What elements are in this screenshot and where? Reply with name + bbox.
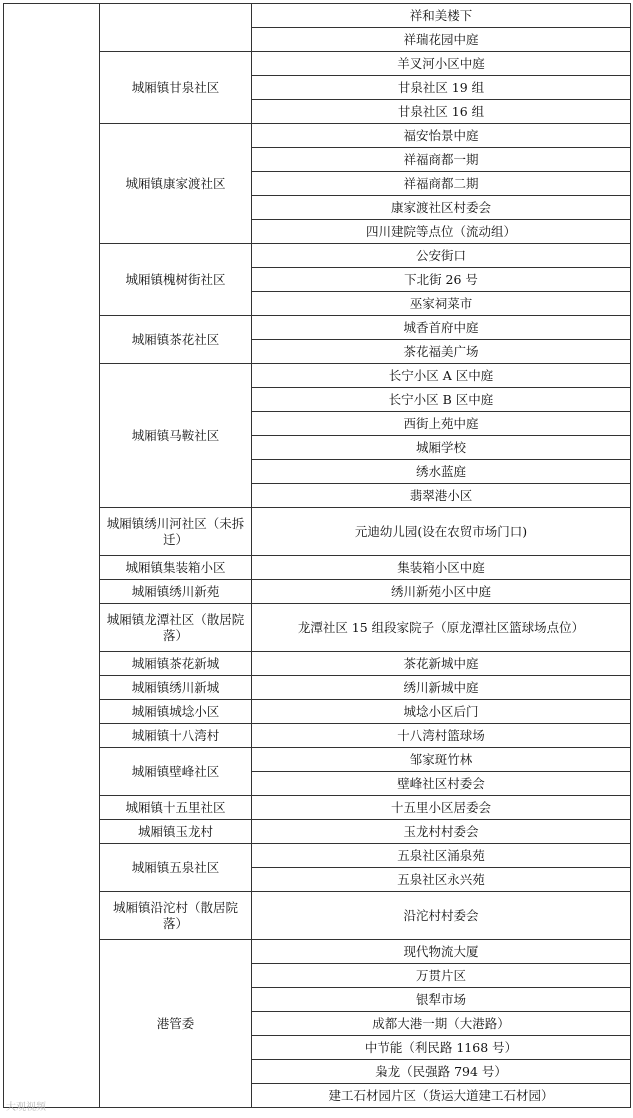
- location-cell: 福安怡景中庭: [252, 124, 631, 148]
- location-cell: 长宁小区 B 区中庭: [252, 388, 631, 412]
- community-cell: 港管委: [100, 940, 252, 1108]
- community-cell: 城厢镇甘泉社区: [100, 52, 252, 124]
- testing-sites-table-container: [3, 3, 631, 1108]
- location-cell: 四川建院等点位（流动组）: [252, 220, 631, 244]
- location-cell: 五泉社区涌泉苑: [252, 844, 631, 868]
- community-cell: 城厢镇绣川河社区（未拆迁）: [100, 508, 252, 556]
- location-cell: 茶花福美广场: [252, 340, 631, 364]
- table-row: [4, 4, 631, 28]
- location-cell: 康家渡社区村委会: [252, 196, 631, 220]
- location-cell: 玉龙村村委会: [252, 820, 631, 844]
- community-cell: 城厢镇壁峰社区: [100, 748, 252, 796]
- location-cell: 城埝小区后门: [252, 700, 631, 724]
- location-cell: 绣川新城中庭: [252, 676, 631, 700]
- community-cell: 城厢镇十八湾村: [100, 724, 252, 748]
- watermark-logo: 大观视频: [6, 1102, 46, 1113]
- location-cell: 绣水蓝庭: [252, 460, 631, 484]
- location-cell: 西街上苑中庭: [252, 412, 631, 436]
- location-cell: 集装箱小区中庭: [252, 556, 631, 580]
- community-cell: 城厢镇集装箱小区: [100, 556, 252, 580]
- location-cell: 甘泉社区 19 组: [252, 76, 631, 100]
- location-cell: 万贯片区: [252, 964, 631, 988]
- location-cell: 十五里小区居委会: [252, 796, 631, 820]
- community-cell: 城厢镇绣川新苑: [100, 580, 252, 604]
- community-cell: 城厢镇绣川新城: [100, 676, 252, 700]
- location-cell: 祥和美楼下: [252, 4, 631, 28]
- location-cell: 银犁市场: [252, 988, 631, 1012]
- community-cell: 城厢镇槐树街社区: [100, 244, 252, 316]
- community-cell: 城厢镇马鞍社区: [100, 364, 252, 508]
- community-cell: 城厢镇沿沱村（散居院落）: [100, 892, 252, 940]
- location-cell: 祥瑞花园中庭: [252, 28, 631, 52]
- community-cell: 城厢镇龙潭社区（散居院落）: [100, 604, 252, 652]
- location-cell: 十八湾村篮球场: [252, 724, 631, 748]
- community-cell: 城厢镇十五里社区: [100, 796, 252, 820]
- location-cell: 邹家斑竹林: [252, 748, 631, 772]
- community-cell: 城厢镇五泉社区: [100, 844, 252, 892]
- location-cell: 沿沱村村委会: [252, 892, 631, 940]
- district-cell: [4, 4, 100, 1108]
- location-cell: 巫家祠菜市: [252, 292, 631, 316]
- community-cell: [100, 4, 252, 52]
- location-cell: 元迪幼儿园(设在农贸市场门口): [252, 508, 631, 556]
- location-cell: 茶花新城中庭: [252, 652, 631, 676]
- location-cell: 甘泉社区 16 组: [252, 100, 631, 124]
- location-cell: 羊叉河小区中庭: [252, 52, 631, 76]
- location-cell: 五泉社区永兴苑: [252, 868, 631, 892]
- location-cell: 翡翠港小区: [252, 484, 631, 508]
- location-cell: 中节能（利民路 1168 号）: [252, 1036, 631, 1060]
- community-cell: 城厢镇康家渡社区: [100, 124, 252, 244]
- location-cell: 祥福商都二期: [252, 172, 631, 196]
- location-cell: 公安街口: [252, 244, 631, 268]
- location-cell: 壁峰社区村委会: [252, 772, 631, 796]
- testing-sites-table: [3, 3, 631, 1108]
- community-cell: 城厢镇城埝小区: [100, 700, 252, 724]
- location-cell: 现代物流大厦: [252, 940, 631, 964]
- location-cell: 祥福商都一期: [252, 148, 631, 172]
- location-cell: 建工石材园片区（货运大道建工石材园）: [252, 1084, 631, 1108]
- location-cell: 绣川新苑小区中庭: [252, 580, 631, 604]
- location-cell: 龙潭社区 15 组段家院子（原龙潭社区篮球场点位）: [252, 604, 631, 652]
- location-cell: 枭龙（民强路 794 号）: [252, 1060, 631, 1084]
- location-cell: 下北街 26 号: [252, 268, 631, 292]
- location-cell: 长宁小区 A 区中庭: [252, 364, 631, 388]
- community-cell: 城厢镇玉龙村: [100, 820, 252, 844]
- location-cell: 成都大港一期（大港路）: [252, 1012, 631, 1036]
- location-cell: 城厢学校: [252, 436, 631, 460]
- community-cell: 城厢镇茶花新城: [100, 652, 252, 676]
- community-cell: 城厢镇茶花社区: [100, 316, 252, 364]
- location-cell: 城香首府中庭: [252, 316, 631, 340]
